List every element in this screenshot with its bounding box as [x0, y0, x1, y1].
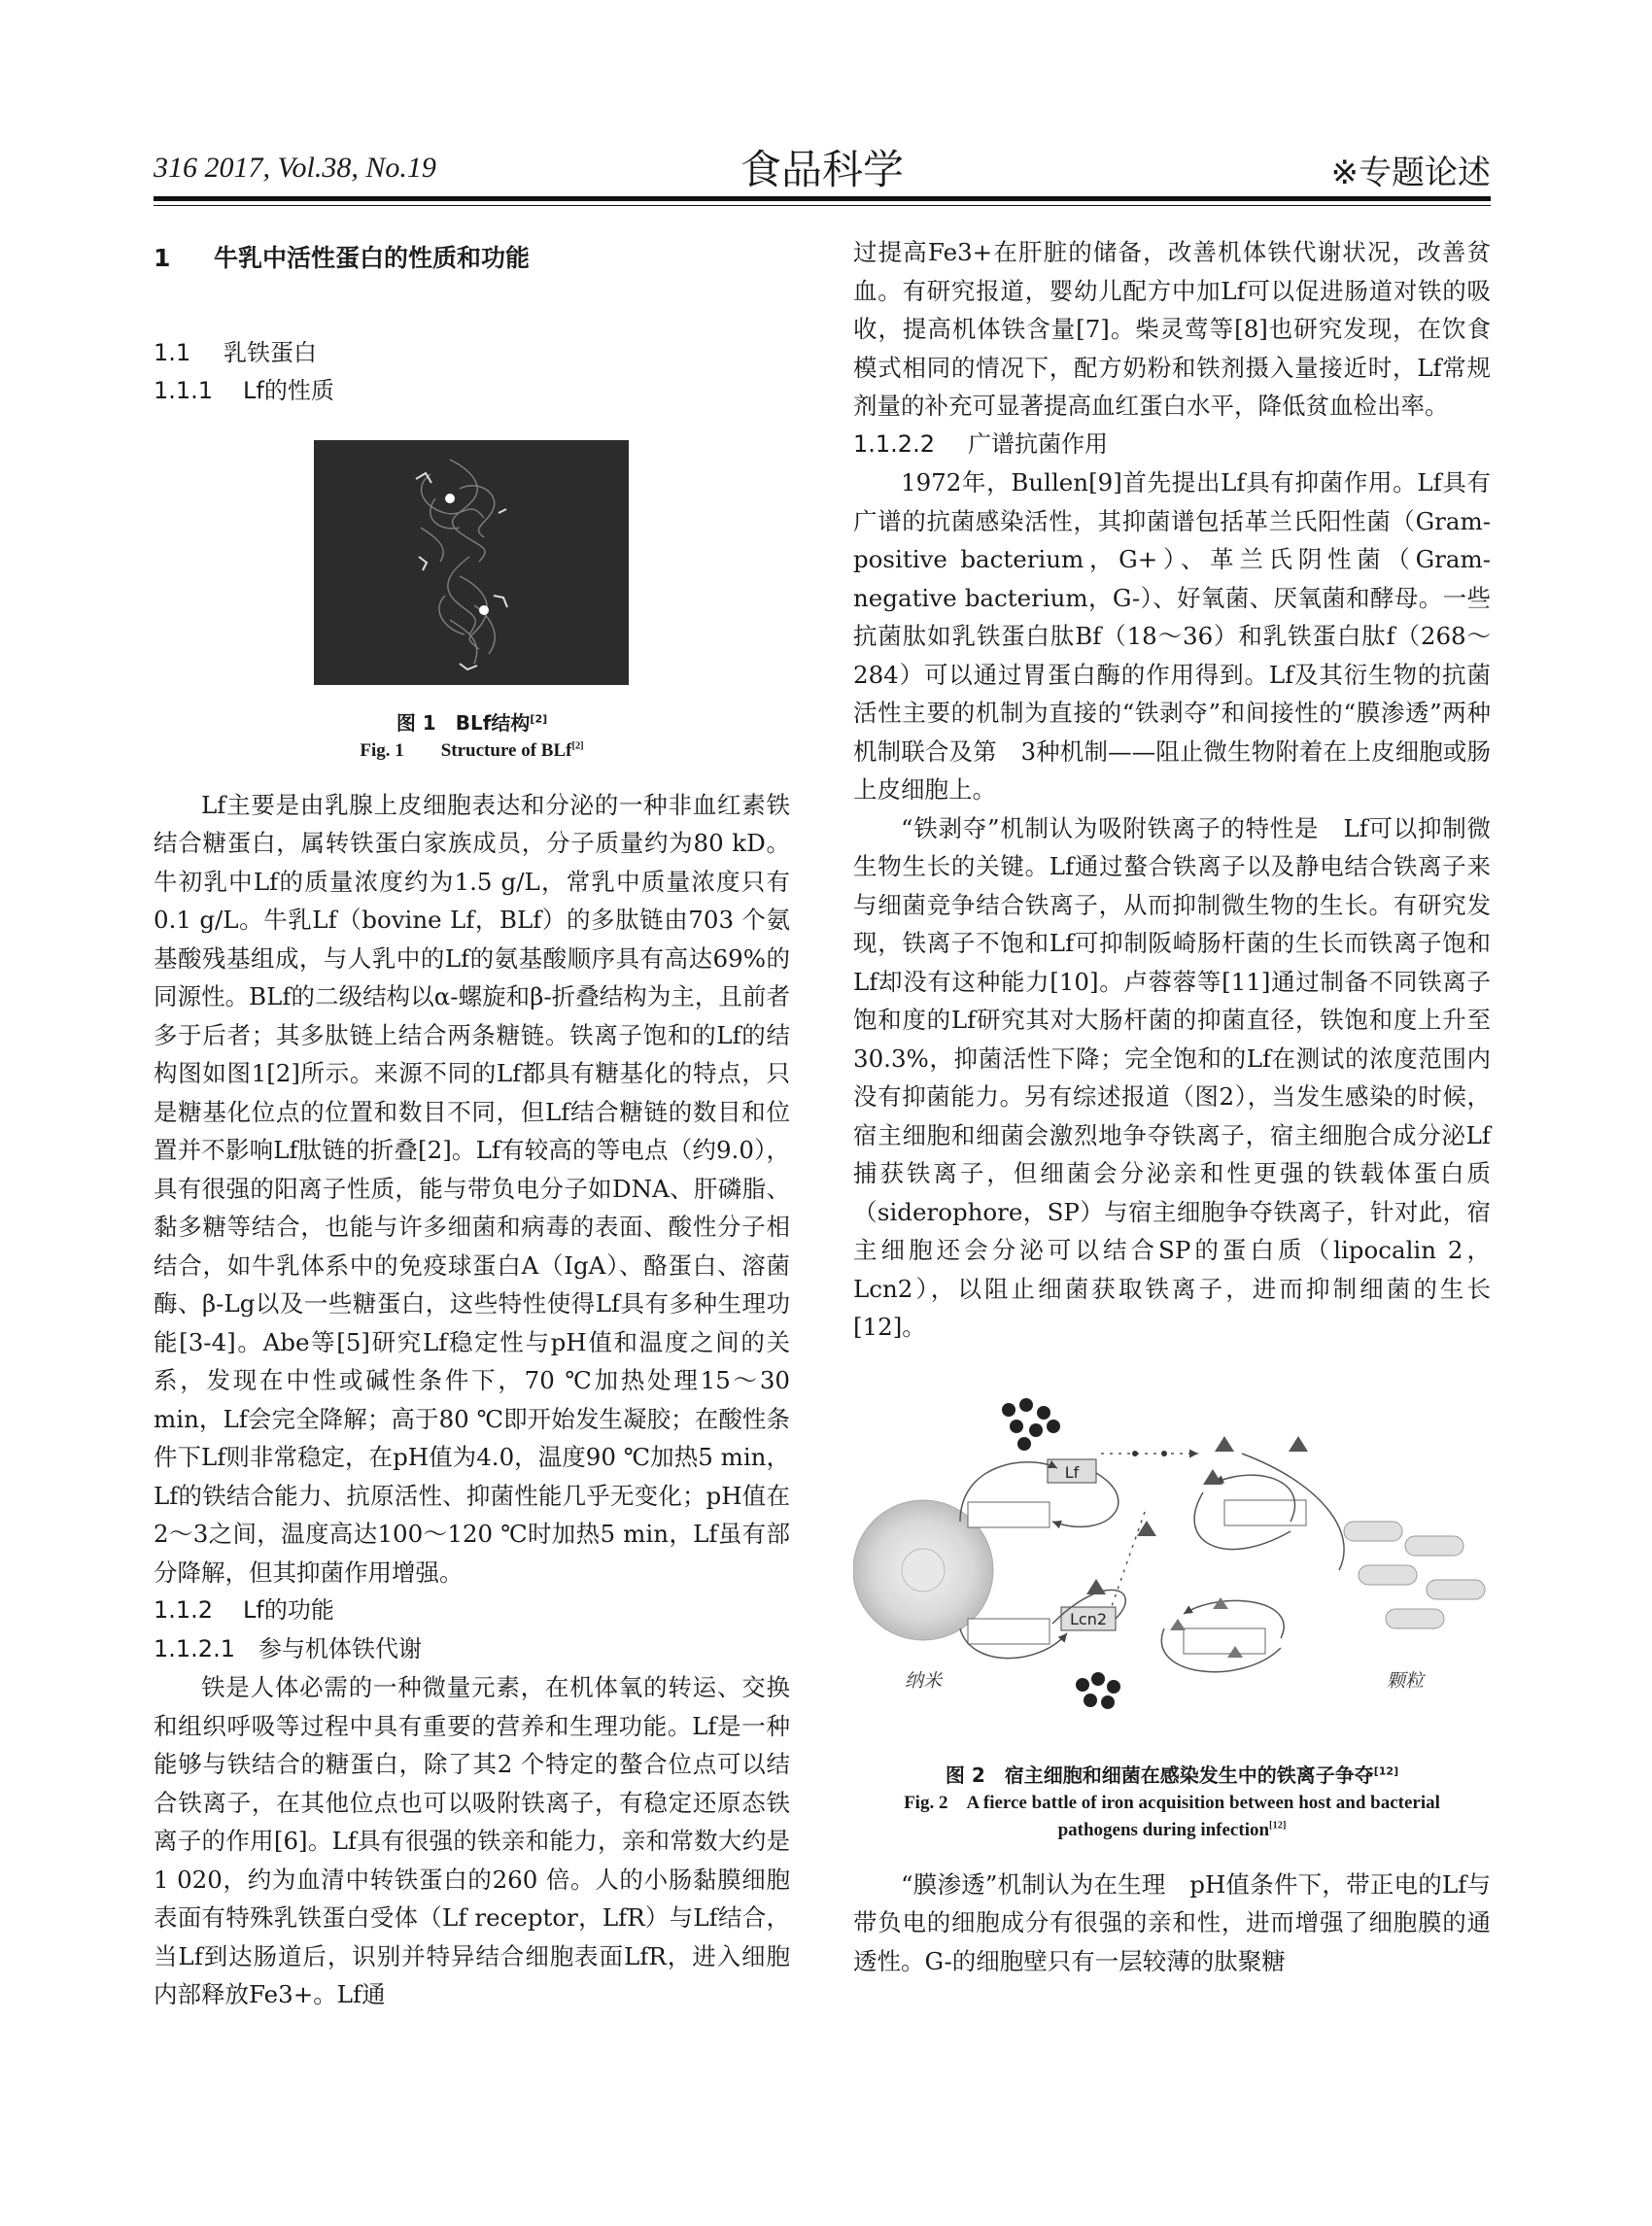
subsection-heading-1-1-1: 1.1.1 Lf的性质 — [154, 377, 334, 404]
lf-label: Lf — [1064, 1462, 1080, 1482]
left-column — [154, 233, 790, 2014]
paragraph-iron-deprivation: “铁剥夺”机制认为吸附铁离子的特性是 Lf可以抑制微生物生长的关键。Lf通过螯合铁离子以及静电结合铁离子来与细菌竞争结合铁离子，从而抑制微生物的生长。有研究发现，铁离子不饱和Lf可抑制阪崎肠杆菌的生长而铁离子饱和Lf却没有这种能力[10]。卢蓉蓉等[11]通过制备不同铁离子饱和度的Lf研究其对大肠杆菌的抑菌直径，铁饱和度上升至30.3%，抑菌活性下降；完全饱和的Lf在测试的浓度范围内没有抑菌能力。另有综述报道（图2），当发生感染的时候，宿主细胞和细菌会激烈地争夺铁离子，宿主细胞合成分泌Lf捕获铁离子，但细菌会分泌亲和性更强的铁载体蛋白质（siderophore，SP）与宿主细胞争夺铁离子，针对此，宿主细胞还会分泌可以结合SP的蛋白质（lipocalin 2，Lcn2），以阻止细菌获取铁离子，进而抑制细菌的生长[12]。 — [853, 813, 1491, 1341]
right-column — [853, 233, 1491, 1980]
iron-battle-diagram — [853, 1376, 1495, 1747]
paragraph-iron-metabolism: 铁是人体必需的一种微量元素，在机体氧的转运、交换和组织呼吸等过程中具有重要的营养和生理功能。Lf是一种能够与铁结合的糖蛋白，除了其2 个特定的螯合位点可以结合铁离子，在其他位点也可以吸附铁离子，有稳定还原态铁离子的作用[6]。Lf具有很强的铁亲和能力，亲和常数大约是1 020，约为血清中转铁蛋白的260 倍。人的小肠黏膜细胞表面有特殊乳铁蛋白受体（Lf receptor，LfR）与Lf结合，当Lf到达肠道后，识别并特异结合细胞表面LfR，进入细胞内部释放Fe3+。Lf通 — [154, 1673, 790, 2008]
figure-2 — [853, 1376, 1491, 1747]
paragraph-iron-metabolism-cont: 过提高Fe3+在肝脏的储备，改善机体铁代谢状况，改善贫血。有研究报道，婴幼儿配方中加Lf可以促进肠道对铁的吸收，提高机体铁含量[7]。柴灵莺等[8]也研究发现，在饮食模式相同的情况下，配方奶粉和铁剂摄入量接近时，Lf常规剂量的补充可显著提高血红蛋白水平，降低贫血检出率。 — [853, 238, 1491, 420]
figure-1-caption-en: Fig. 1 Structure of BLf[2] — [360, 739, 584, 761]
header-section-label: ※专题论述 — [1330, 154, 1491, 192]
lcn2-label: Lcn2 — [1069, 1609, 1108, 1628]
subsection-heading-1-1-2-2: 1.1.2.2 广谱抗菌作用 — [853, 429, 1108, 458]
subsection-heading-1-1: 1.1 乳铁蛋白 — [154, 338, 317, 366]
figure-2-caption-cn: 图 2 宿主细胞和细菌在感染发生中的铁离子争夺[12] — [945, 1763, 1399, 1787]
figure-1-caption-cn: 图 1 BLf结构[2] — [396, 710, 548, 735]
page-header — [154, 138, 1491, 194]
figure-2-label-nano: 纳米 — [904, 1669, 943, 1692]
subsection-heading-1-1-2-1: 1.1.2.1 参与机体铁代谢 — [154, 1634, 422, 1662]
header-rule-thin — [154, 205, 1491, 206]
blf-structure-image — [314, 440, 629, 685]
journal-title: 食品科学 — [740, 146, 904, 193]
figure-1 — [154, 440, 790, 685]
figure-2-label-particle: 颗粒 — [1386, 1669, 1425, 1692]
paragraph-antibacterial: 1972年，Bullen[9]首先提出Lf具有抑菌作用。Lf具有广谱的抗菌感染活性，其抑菌谱包括革兰氏阳性菌（Gram-positive bacterium，G+）、革兰氏阴性菌（Gram-negative bacterium，G-）、好氧菌、厌氧菌和酵母。一些抗菌肽如乳铁蛋白肽Bf（18～36）和乳铁蛋白肽f（268～284）可以通过胃蛋白酶的作用得到。Lf及其衍生物的抗菌活性主要的机制为直接的“铁剥夺”和间接性的“膜渗透”两种机制联合及第 3种机制——阻止微生物附着在上皮细胞或肠上皮细胞上。 — [853, 468, 1491, 804]
figure-2-caption-en: Fig. 2 A fierce battle of iron acquisition between host and bacterial pathogens during infection[12] — [904, 1792, 1440, 1840]
paragraph-lf-properties: Lf主要是由乳腺上皮细胞表达和分泌的一种非血红素铁结合糖蛋白，属转铁蛋白家族成员，分子质量约为80 kD。牛初乳中Lf的质量浓度约为1.5 g/L，常乳中质量浓度只有0.1 g/L。牛乳Lf（bovine Lf，BLf）的多肽链由703 个氨基酸残基组成，与人乳中的Lf的氨基酸顺序具有高达69%的同源性。BLf的二级结构以α-螺旋和β-折叠结构为主，且前者多于后者；其多肽链上结合两条糖链。铁离子饱和的Lf的结构图如图1[2]所示。来源不同的Lf都具有糖基化的特点，只是糖基化位点的位置和数目不同，但Lf结合糖链的数目和位置并不影响Lf肽链的折叠[2]。Lf有较高的等电点（约9.0），具有很强的阳离子性质，能与带负电分子如DNA、肝磷脂、黏多糖等结合，也能与许多细菌和病毒的表面、酸性分子相结合，如牛乳体系中的免疫球蛋白A（IgA）、酪蛋白、溶菌酶、β-Lg以及一些糖蛋白，这些特性使得Lf具有多种生理功能[3-4]。Abe等[5]研究Lf稳定性与pH值和温度之间的关系，发现在中性或碱性条件下，70 ℃加热处理15～30 min，Lf会完全降解；高于80 ℃即开始发生凝胶；在酸性条件下Lf则非常稳定，在pH值为4.0，温度90 ℃加热5 min，Lf的铁结合能力、抗原活性、抑菌性能几乎无变化；pH值在2～3之间，温度高达100～120 ℃时加热5 min，Lf虽有部分降解，但其抑菌作用增强。 — [154, 790, 790, 1587]
section-heading-1: 1 牛乳中活性蛋白的性质和功能 — [154, 244, 531, 272]
header-rule-thick — [154, 196, 1491, 201]
subsection-heading-1-1-2: 1.1.2 Lf的功能 — [154, 1596, 334, 1624]
header-page-info: 316 2017, Vol.38, No.19 — [154, 152, 436, 184]
paragraph-membrane-permeation: “膜渗透”机制认为在生理 pH值条件下，带正电的Lf与带负电的细胞成分有很强的亲和性，进而增强了细胞膜的通透性。G-的细胞壁只有一层较薄的肽聚糖 — [853, 1869, 1491, 1975]
